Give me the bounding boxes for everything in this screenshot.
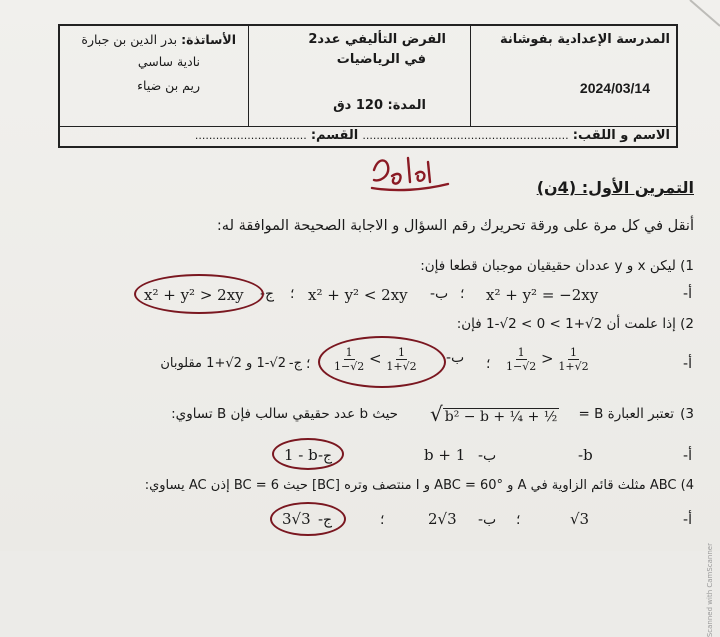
- q2-b-frac-1: $\frac{1}{1-√2}$: [334, 346, 365, 373]
- exam-header-box: [58, 24, 678, 148]
- subject: في الرياضيات: [336, 52, 426, 67]
- exercise-title: [537, 178, 694, 197]
- class-label: القسم:: [310, 128, 359, 143]
- teachers-label: الأساتذة:: [181, 32, 236, 47]
- q3-radicand: b² − b + ¼ + ½: [444, 409, 558, 425]
- q2-answer-circle: [318, 336, 446, 388]
- q3-a-label: أ-: [683, 448, 692, 464]
- q2-a-label: أ-: [683, 356, 692, 372]
- school-name: المدرسة الإعدادية بفوشانة: [499, 32, 670, 47]
- q2-a-frac-2: $\frac{1}{1+√2}$: [558, 346, 589, 373]
- header-divider-bottom: [60, 126, 676, 127]
- class-dots: ................................: [194, 129, 307, 142]
- q3-b-label: ب-: [478, 448, 497, 464]
- q4-option-a: √3: [570, 510, 590, 528]
- q4-c-label: ج-: [318, 512, 333, 528]
- question-4-text: 4) ABC مثلث قائم الزاوية في A و ABC = 60° و I منتصف وتره [BC] حيث BC = 6 إذن AC يساوي:: [144, 478, 694, 493]
- q3-c-label: ج-: [318, 448, 333, 464]
- q4-b-label: ب-: [478, 512, 497, 528]
- q3-option-a: -b: [578, 446, 593, 464]
- q1-b-label: ب-: [430, 286, 449, 302]
- q2-option-c: 2√-1 و 2√+1 مقلوبان: [160, 356, 286, 371]
- q3-answer-circle: [272, 438, 344, 470]
- page-fold-mark: [680, 0, 720, 30]
- duration: المدة: 120 دق: [333, 98, 426, 113]
- q2-a-frac-1: $\frac{1}{1-√2}$: [506, 346, 537, 373]
- q3-option-c: 1 - b: [284, 446, 318, 464]
- q1-option-a: x² + y² = −2xy: [486, 286, 599, 304]
- scanner-watermark: Scanned with CamScanner: [706, 543, 714, 637]
- teacher-3: ريم بن ضياء: [137, 78, 200, 93]
- q1-sep-1: ؛: [460, 286, 465, 302]
- q3-option-b: b + 1: [424, 446, 466, 464]
- test-title: الفرض التأليفي عدد2: [308, 32, 446, 47]
- q2-b-label: ب-: [446, 350, 465, 366]
- q2-a-gt: >: [541, 349, 554, 368]
- q2-sep-2: ؛: [306, 356, 311, 372]
- q3-text-start: تعتبر العبارة B =: [578, 406, 674, 422]
- name-label: الاسم و اللقب:: [572, 128, 670, 143]
- q2-sep-1: ؛: [486, 356, 491, 372]
- q4-sep-1: ؛: [516, 512, 521, 528]
- header-divider-right: [470, 26, 471, 126]
- q2-option-a: [506, 346, 589, 373]
- q2-c-label: ج-: [288, 356, 302, 371]
- q1-a-label: أ-: [683, 286, 692, 302]
- q2-b-frac-2: $\frac{1}{1+√2}$: [386, 346, 417, 373]
- q4-a-label: أ-: [683, 512, 692, 528]
- teachers-line: [81, 32, 236, 47]
- teacher-2: نادية ساسي: [137, 54, 200, 69]
- exercise-instruction: أنقل في كل مرة على ورقة تحريرك رقم السؤال و الاجابة الصحيحة الموافقة له:: [216, 218, 694, 234]
- q3-text-end: حيث b عدد حقيقي سالب فإن B تساوي:: [171, 406, 398, 422]
- q3-radical: [430, 402, 559, 426]
- teacher-1: بدر الدين بن جبارة: [81, 32, 178, 47]
- question-2-text: 2) إذا علمت أن 2√+1 > 0 > 2√-1 فإن:: [456, 316, 694, 332]
- exam-date: 2024/03/14: [579, 80, 650, 96]
- exercise-title-text: التمرين الأول: (4ن): [536, 178, 694, 197]
- q3-number: 3): [680, 406, 694, 422]
- name-dots: ...........................................................: [362, 129, 569, 142]
- q1-option-b: x² + y² < 2xy: [308, 286, 408, 304]
- q1-sep-2: ؛: [290, 286, 295, 302]
- handwritten-correction-mark: [368, 152, 452, 194]
- header-divider-left: [248, 26, 249, 126]
- sqrt-icon: √: [430, 402, 443, 426]
- q4-option-c: 3√3: [282, 510, 311, 528]
- q1-answer-circle: [134, 274, 264, 314]
- name-line: [195, 128, 670, 143]
- q1-option-c: x² + y² > 2xy: [144, 286, 244, 304]
- question-1-text: 1) ليكن x و y عددان حقيقيان موجبان قطعا فإن:: [420, 258, 694, 274]
- q4-answer-circle: [270, 502, 346, 536]
- q1-c-label: ج-: [260, 286, 275, 302]
- q4-sep-2: ؛: [380, 512, 385, 528]
- q2-b-lt: <: [369, 349, 382, 368]
- q4-option-b: 2√3: [428, 510, 457, 528]
